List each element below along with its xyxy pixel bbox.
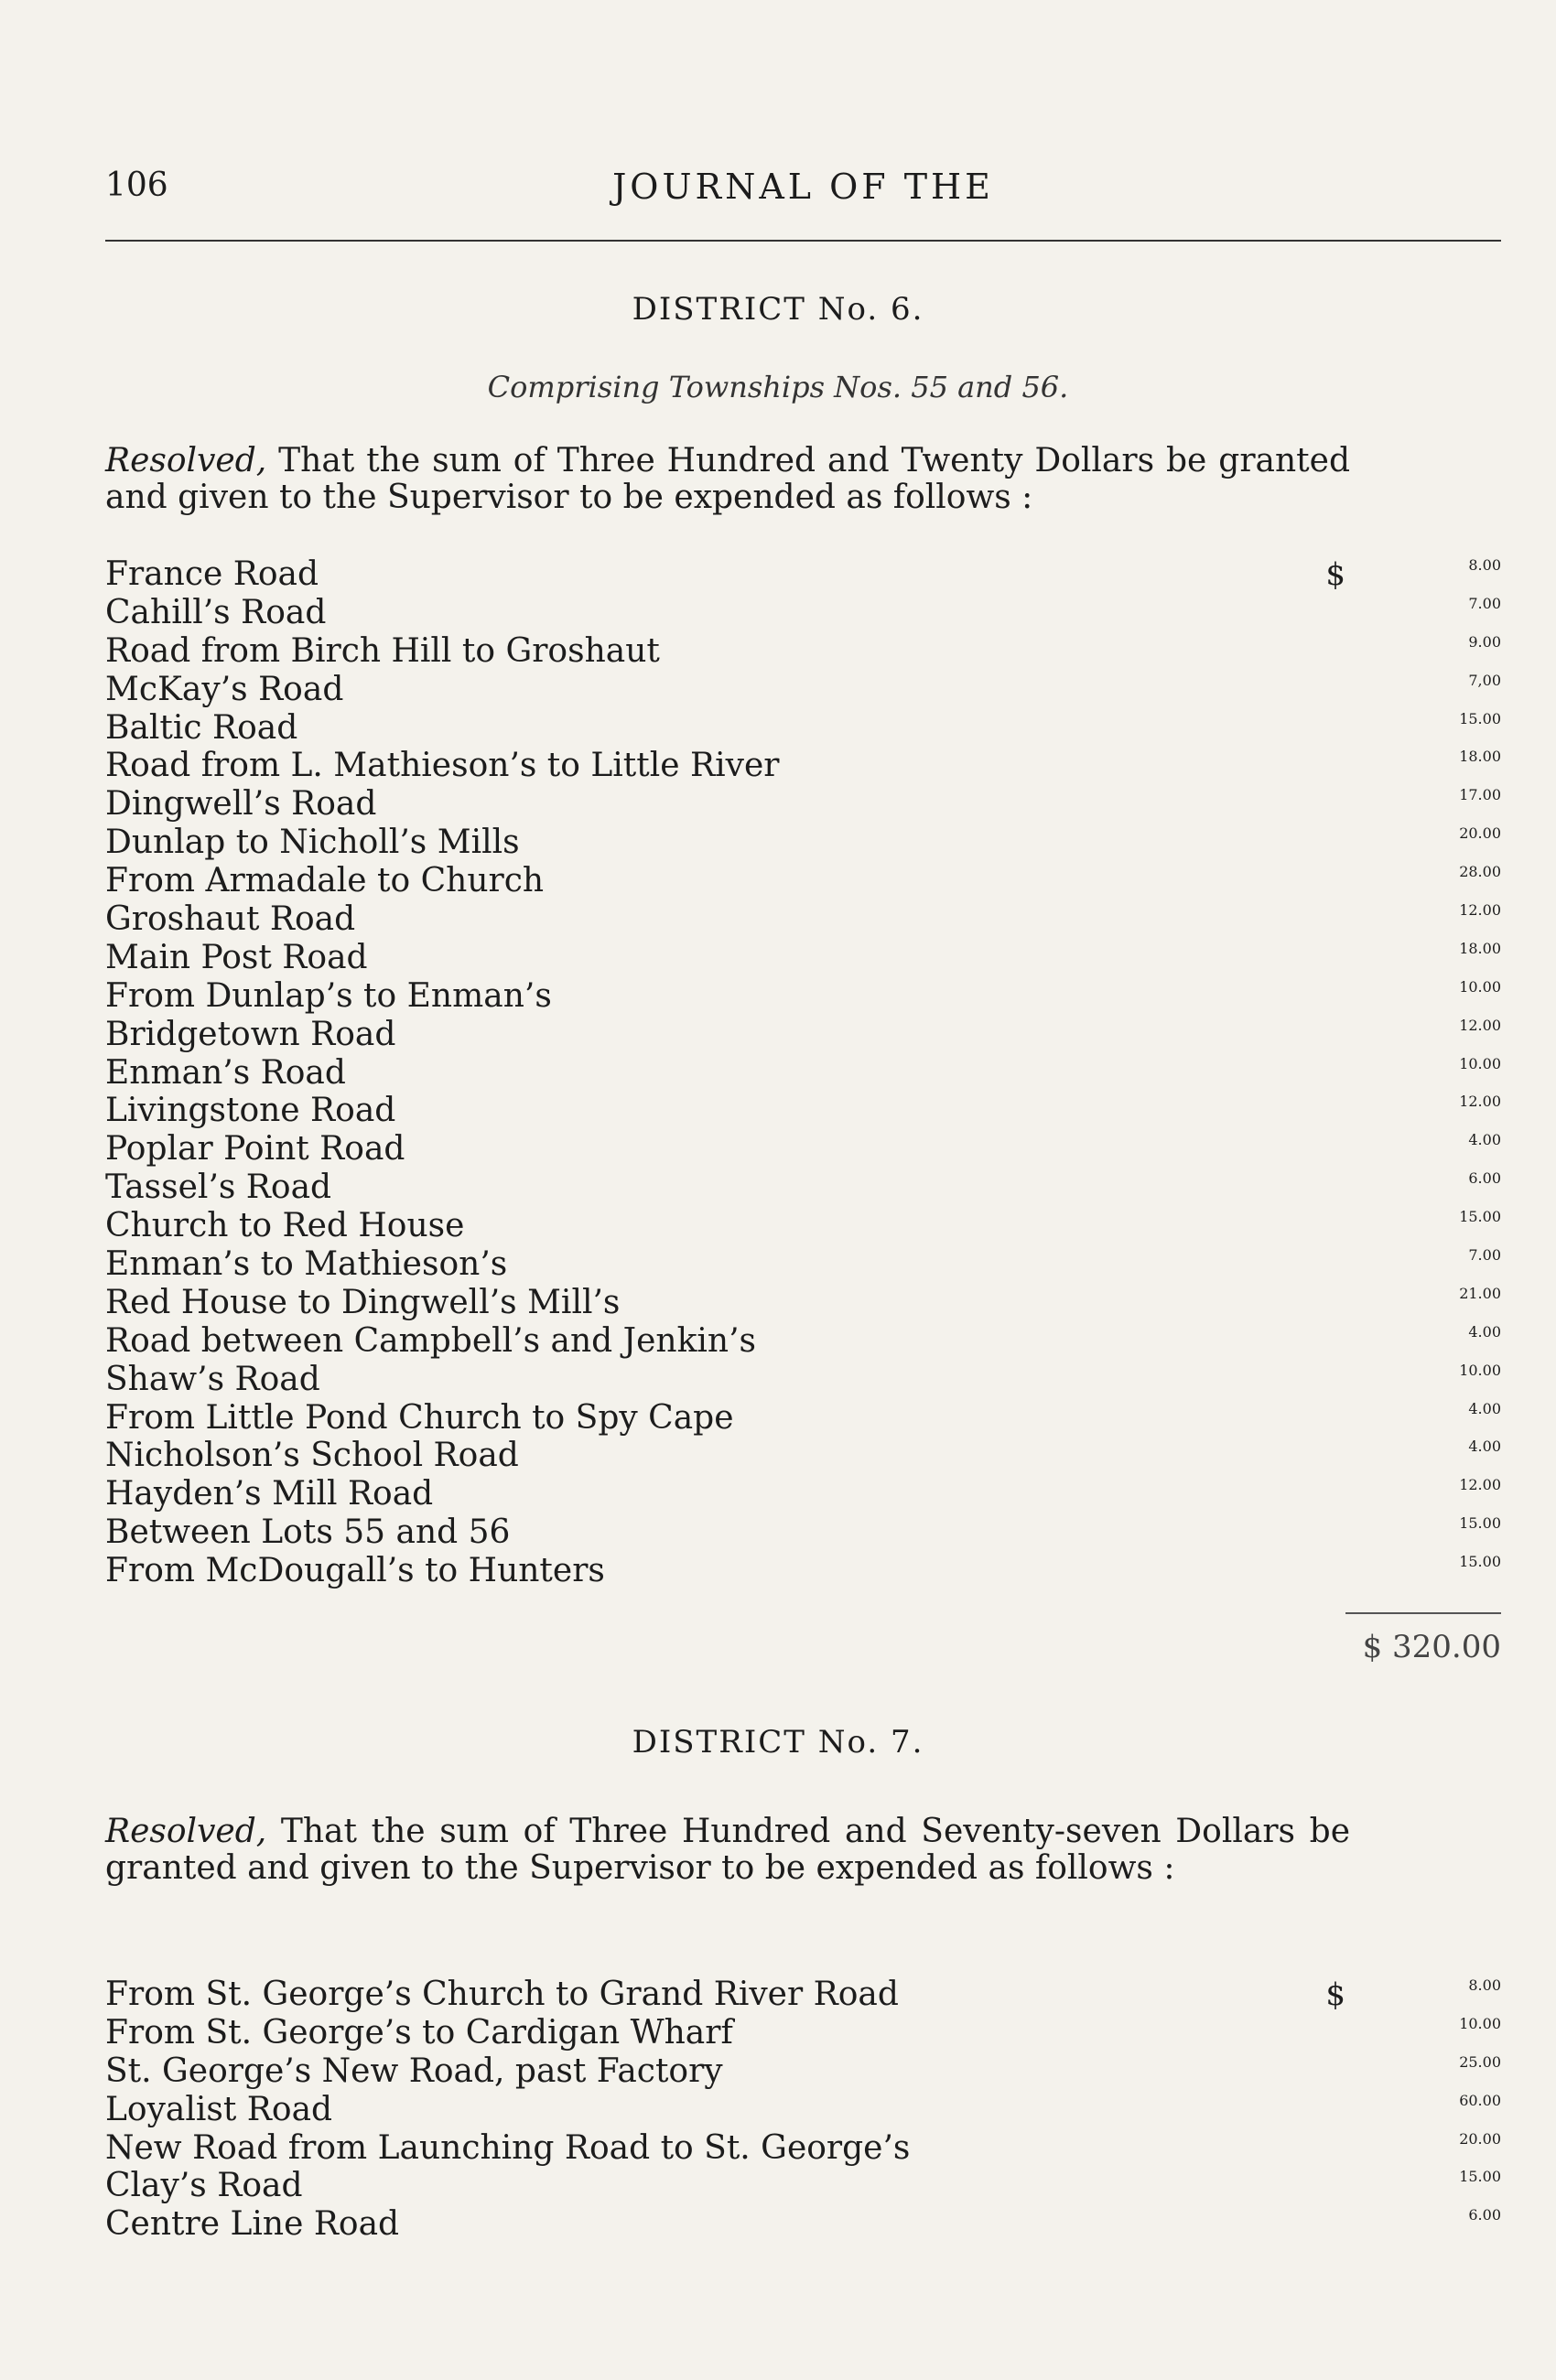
item-amount-cell xyxy=(1373,633,1501,651)
item-amount-cell xyxy=(1373,2053,1501,2071)
list-item xyxy=(105,1438,1501,1476)
item-label: Shaw’s Road xyxy=(105,1360,320,1398)
item-amount: 4.00 xyxy=(1468,1438,1501,1456)
item-label: New Road from Launching Road to St. George’s xyxy=(105,2128,911,2167)
item-label: Church to Red House xyxy=(105,1207,465,1245)
item-label: Enman’s to Mathieson’s xyxy=(105,1245,508,1284)
item-label: From Armadale to Church xyxy=(105,862,545,900)
page-number: 106 xyxy=(105,167,168,204)
item-amount: 12.00 xyxy=(1459,901,1501,920)
item-amount-cell xyxy=(1373,1514,1501,1532)
list-item xyxy=(105,1131,1501,1169)
item-amount-cell xyxy=(1373,2206,1501,2224)
item-label: From St. George’s to Cardigan Wharf xyxy=(105,2013,733,2052)
item-amount: 12.00 xyxy=(1459,1016,1501,1034)
district-7-title: DISTRICT No. 7. xyxy=(632,1724,924,1761)
item-amount: 7,00 xyxy=(1468,671,1501,689)
item-amount: 7.00 xyxy=(1468,594,1501,612)
district-6-title: DISTRICT No. 6. xyxy=(632,291,924,328)
item-label: From St. George’s Church to Grand River Road xyxy=(105,1976,899,2013)
list-item xyxy=(105,1169,1501,1208)
list-item xyxy=(105,1976,1501,2015)
item-amount-cell xyxy=(1373,1476,1501,1493)
item-amount-cell xyxy=(1373,1093,1501,1110)
list-item xyxy=(105,672,1501,710)
item-amount-cell xyxy=(1373,863,1501,880)
item-amount: 18.00 xyxy=(1459,748,1501,766)
list-item xyxy=(105,978,1501,1017)
item-amount: 28.00 xyxy=(1459,863,1501,881)
item-label: Red House to Dingwell’s Mill’s xyxy=(105,1283,621,1321)
list-item xyxy=(105,1285,1501,1323)
district-6-subtitle: Comprising Townships Nos. 55 and 56. xyxy=(487,370,1069,404)
item-amount-cell xyxy=(1373,1055,1501,1072)
item-amount: 20.00 xyxy=(1459,824,1501,843)
item-amount: 8.00 xyxy=(1468,556,1501,574)
running-head: JOURNAL OF THE xyxy=(612,167,994,207)
list-item xyxy=(105,710,1501,748)
list-item xyxy=(105,595,1501,633)
item-label: Cahill’s Road xyxy=(105,593,327,631)
item-label: Hayden’s Mill Road xyxy=(105,1475,434,1513)
item-amount-cell xyxy=(1373,901,1501,919)
list-item xyxy=(105,940,1501,978)
list-item xyxy=(105,2092,1501,2130)
list-item xyxy=(105,2130,1501,2169)
item-label: McKay’s Road xyxy=(105,670,344,708)
item-label: Between Lots 55 and 56 xyxy=(105,1513,511,1552)
item-amount-cell xyxy=(1373,1362,1501,1379)
item-amount: 15.00 xyxy=(1459,1553,1501,1571)
district-6-resolution xyxy=(105,443,1350,516)
item-amount-cell xyxy=(1373,710,1501,727)
item-amount: 6.00 xyxy=(1468,1169,1501,1188)
item-amount-cell xyxy=(1373,748,1501,765)
item-label: From Little Pond Church to Spy Cape xyxy=(105,1398,734,1437)
item-amount: 10.00 xyxy=(1459,1361,1501,1379)
district-7-resolution xyxy=(105,1814,1350,1887)
item-label: Road from L. Mathieson’s to Little River xyxy=(105,747,780,785)
item-label: Nicholson’s School Road xyxy=(105,1437,519,1475)
item-label: From Dunlap’s to Enman’s xyxy=(105,976,552,1015)
item-amount: 9.00 xyxy=(1468,632,1501,651)
district-6-total: $ 320.00 xyxy=(1362,1629,1501,1665)
list-item xyxy=(105,1055,1501,1093)
item-amount-cell xyxy=(1373,2130,1501,2148)
item-amount: 10.00 xyxy=(1459,1054,1501,1072)
item-amount-cell xyxy=(1373,595,1501,612)
item-label: Livingstone Road xyxy=(105,1092,396,1130)
item-amount-cell xyxy=(1373,1208,1501,1225)
total-rule xyxy=(1345,1612,1501,1614)
item-amount-cell xyxy=(1373,1400,1501,1417)
item-amount-cell xyxy=(1373,2168,1501,2185)
resolution-text: That the sum of Three Hundred and Seventy-seven Dollars be granted and given to the Supervisor to be expended as follows : xyxy=(105,1813,1350,1887)
item-amount: 4.00 xyxy=(1468,1322,1501,1341)
item-amount: 15.00 xyxy=(1459,1514,1501,1533)
item-label: Dunlap to Nicholl’s Mills xyxy=(105,824,520,862)
item-amount: 15.00 xyxy=(1459,2168,1501,2186)
item-label: Main Post Road xyxy=(105,938,368,976)
item-label: France Road xyxy=(105,555,319,593)
item-amount-cell xyxy=(1373,1438,1501,1455)
list-item xyxy=(105,1400,1501,1438)
list-item xyxy=(105,633,1501,672)
item-amount-cell xyxy=(1373,1285,1501,1302)
item-label: St. George’s New Road, past Factory xyxy=(105,2052,723,2090)
district-7-item-list xyxy=(105,1976,1501,2245)
item-label: Groshaut Road xyxy=(105,900,356,939)
item-amount: 4.00 xyxy=(1468,1399,1501,1417)
item-label: Tassel’s Road xyxy=(105,1168,332,1207)
item-amount-cell xyxy=(1325,556,1501,593)
list-item xyxy=(105,1208,1501,1246)
item-amount: 20.00 xyxy=(1459,2129,1501,2148)
item-amount-cell xyxy=(1373,1169,1501,1187)
list-item xyxy=(105,2206,1501,2245)
item-amount: 4.00 xyxy=(1468,1131,1501,1149)
list-item xyxy=(105,1093,1501,1131)
header-rule xyxy=(105,240,1501,242)
item-amount: 6.00 xyxy=(1468,2206,1501,2224)
list-item xyxy=(105,1553,1501,1591)
item-label: Loyalist Road xyxy=(105,2090,333,2128)
resolution-text: That the sum of Three Hundred and Twenty Dollars be granted and given to the Supervisor to be expended as follows : xyxy=(105,442,1350,516)
page-header xyxy=(105,167,1501,212)
item-amount-cell xyxy=(1373,786,1501,803)
item-amount-cell xyxy=(1373,2092,1501,2109)
list-item xyxy=(105,748,1501,786)
list-item xyxy=(105,1246,1501,1285)
item-amount-cell xyxy=(1325,1976,1501,2013)
item-amount: 15.00 xyxy=(1459,709,1501,727)
item-amount-cell xyxy=(1373,1553,1501,1570)
list-item xyxy=(105,863,1501,901)
currency-symbol: $ xyxy=(1325,556,1345,593)
item-label: Dingwell’s Road xyxy=(105,785,377,824)
item-amount: 21.00 xyxy=(1459,1284,1501,1302)
list-item xyxy=(105,824,1501,863)
item-amount: 12.00 xyxy=(1459,1476,1501,1494)
list-item xyxy=(105,901,1501,940)
item-amount: 10.00 xyxy=(1459,977,1501,996)
currency-symbol: $ xyxy=(1325,1976,1345,2013)
item-amount: 18.00 xyxy=(1459,939,1501,957)
item-label: Baltic Road xyxy=(105,708,298,747)
item-label: Bridgetown Road xyxy=(105,1015,396,1053)
item-amount: 10.00 xyxy=(1459,2014,1501,2032)
list-item xyxy=(105,1514,1501,1553)
item-label: Enman’s Road xyxy=(105,1053,346,1092)
resolved-word: Resolved, xyxy=(105,1813,267,1850)
list-item xyxy=(105,1017,1501,1055)
item-label: Centre Line Road xyxy=(105,2205,400,2244)
resolved-word: Resolved, xyxy=(105,442,267,479)
item-amount-cell xyxy=(1373,2015,1501,2032)
item-label: Poplar Point Road xyxy=(105,1130,405,1168)
item-amount-cell xyxy=(1373,1323,1501,1341)
item-amount: 8.00 xyxy=(1468,1976,1501,1994)
district-6-item-list xyxy=(105,556,1501,1591)
list-item xyxy=(105,556,1501,595)
item-amount-cell xyxy=(1373,824,1501,842)
list-item xyxy=(105,2168,1501,2206)
item-amount-cell xyxy=(1373,1131,1501,1148)
list-item xyxy=(105,786,1501,824)
item-amount-cell xyxy=(1373,978,1501,996)
item-amount: 17.00 xyxy=(1459,786,1501,804)
item-amount: 60.00 xyxy=(1459,2091,1501,2109)
item-amount-cell xyxy=(1373,1017,1501,1034)
item-label: Road from Birch Hill to Groshaut xyxy=(105,631,660,670)
item-amount-cell xyxy=(1373,940,1501,957)
list-item xyxy=(105,2053,1501,2092)
list-item xyxy=(105,1323,1501,1362)
item-amount: 25.00 xyxy=(1459,2052,1501,2071)
list-item xyxy=(105,2015,1501,2053)
item-amount: 15.00 xyxy=(1459,1208,1501,1226)
item-label: From McDougall’s to Hunters xyxy=(105,1552,605,1590)
item-amount-cell xyxy=(1373,1246,1501,1264)
list-item xyxy=(105,1476,1501,1514)
item-amount: 12.00 xyxy=(1459,1093,1501,1111)
item-label: Clay’s Road xyxy=(105,2167,303,2205)
item-label: Road between Campbell’s and Jenkin’s xyxy=(105,1321,757,1360)
item-amount-cell xyxy=(1373,672,1501,689)
item-amount: 7.00 xyxy=(1468,1246,1501,1265)
list-item xyxy=(105,1362,1501,1400)
